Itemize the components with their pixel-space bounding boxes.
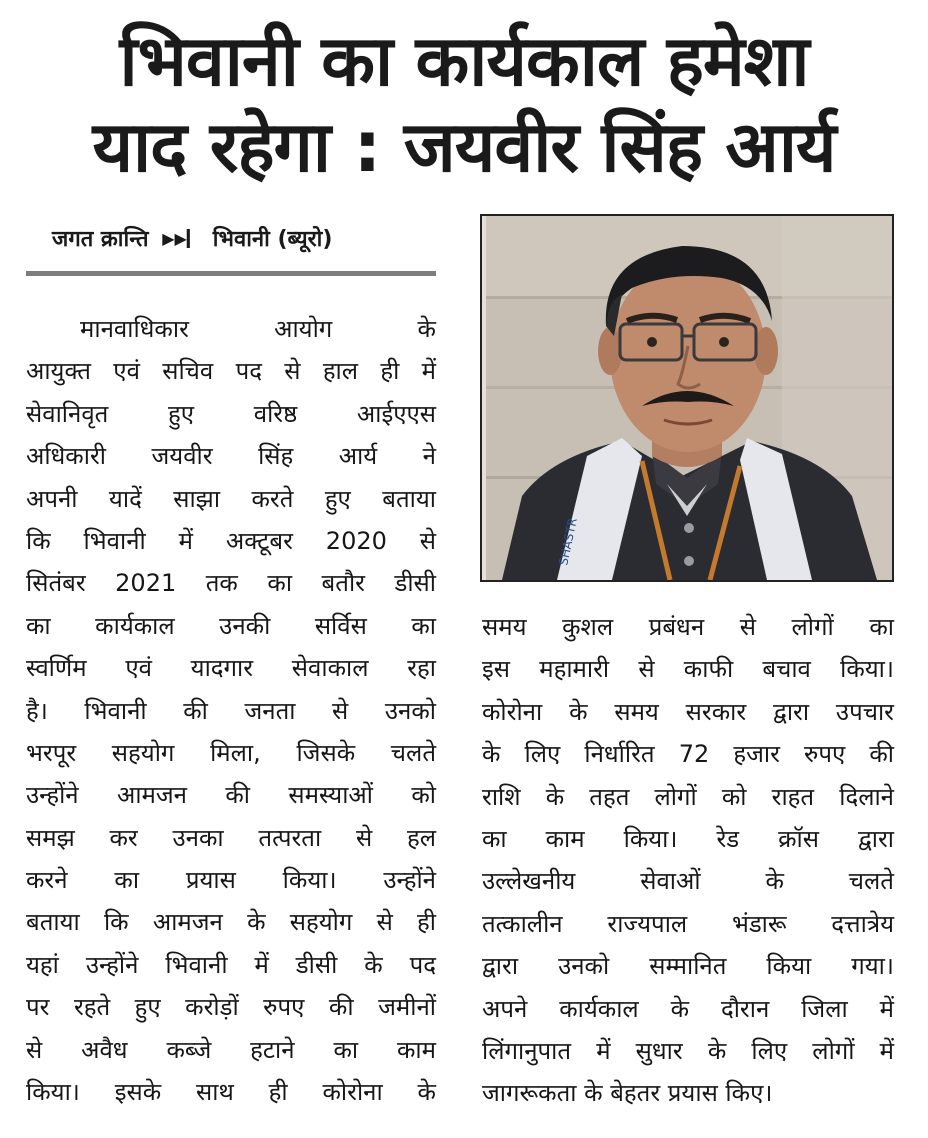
article-line: कि भिवानी में अक्टूबर 2020 से (26, 526, 436, 555)
article-line: करने का प्रयास किया। उन्होंने (26, 866, 436, 895)
article-line: अधिकारी जयवीर सिंह आर्य ने (26, 442, 436, 471)
article-line: अपने कार्यकाल के दौरान जिला में (482, 994, 894, 1023)
article-line: बताया कि आमजन के सहयोग से ही (26, 908, 436, 937)
article-line: है। भिवानी की जनता से उनको (26, 696, 436, 725)
article-line: उल्लेखनीय सेवाओं के चलते (482, 867, 894, 896)
article-line: राशि के तहत लोगों को राहत दिलाने (482, 782, 894, 811)
portrait-photo (480, 214, 894, 582)
article-line: का कार्यकाल उनकी सर्विस का (26, 611, 436, 640)
stole-text: SHASTR (556, 516, 580, 567)
article-line: पर रहते हुए करोड़ों रुपए की जमीनों (26, 993, 436, 1022)
article-line: मानवाधिकार आयोग के (80, 315, 436, 343)
article-line: तत्कालीन राज्यपाल भंडारू दत्तात्रेय (482, 909, 894, 938)
article-line: आयुक्त एवं सचिव पद से हाल ही में (26, 357, 436, 386)
headline-line-1: भिवानी का कार्यकाल हमेशा (119, 20, 809, 102)
article-line: लिंगानुपात में सुधार के लिए लोगों में (482, 1036, 894, 1065)
article-column-right (482, 606, 894, 1115)
article-line: अपनी यादें साझा करते हुए बताया (26, 484, 436, 513)
article-line: द्वारा उनको सम्मानित किया गया। (482, 952, 894, 981)
article-line: का काम किया। रेड क्रॉस द्वारा (482, 824, 894, 853)
headline-line-2: याद रहेगा : जयवीर सिंह आर्य (92, 106, 836, 188)
article-line: यहां उन्होंने भिवानी में डीसी के पद (26, 950, 436, 979)
article-line: उन्होंने आमजन की समस्याओं को (26, 781, 436, 810)
article-line: कोरोना के समय सरकार द्वारा उपचार (482, 697, 894, 726)
article-line: सितंबर 2021 तक का बतौर डीसी (26, 569, 436, 598)
byline-location: भिवानी (ब्यूरो) (212, 227, 333, 252)
byline (52, 222, 332, 257)
article-line: के लिए निर्धारित 72 हजार रुपए की (482, 740, 894, 769)
article-line: से अवैध कब्जे हटाने का काम (26, 1035, 436, 1064)
fast-forward-icon: ▶▶▎ (162, 229, 200, 248)
article-line: सेवानिवृत हुए वरिष्ठ आईएएस (26, 399, 436, 428)
headline (0, 18, 928, 190)
article-line: इस महामारी से काफी बचाव किया। (482, 655, 894, 684)
article-line: स्वर्णिम एवं यादगार सेवाकाल रहा (26, 654, 436, 683)
article-line: समय कुशल प्रबंधन से लोगों का (482, 613, 894, 641)
byline-divider (26, 271, 436, 276)
article-line: जागरूकता के बेहतर प्रयास किए। (482, 1079, 773, 1108)
article-line: भरपूर सहयोग मिला, जिसके चलते (26, 738, 436, 767)
article-line: किया। इसके साथ ही कोरोना के (26, 1078, 436, 1107)
article-line: समझ कर उनका तत्परता से हल (26, 823, 436, 852)
article-column-left (26, 308, 436, 1113)
byline-source: जगत क्रान्ति (52, 227, 149, 252)
